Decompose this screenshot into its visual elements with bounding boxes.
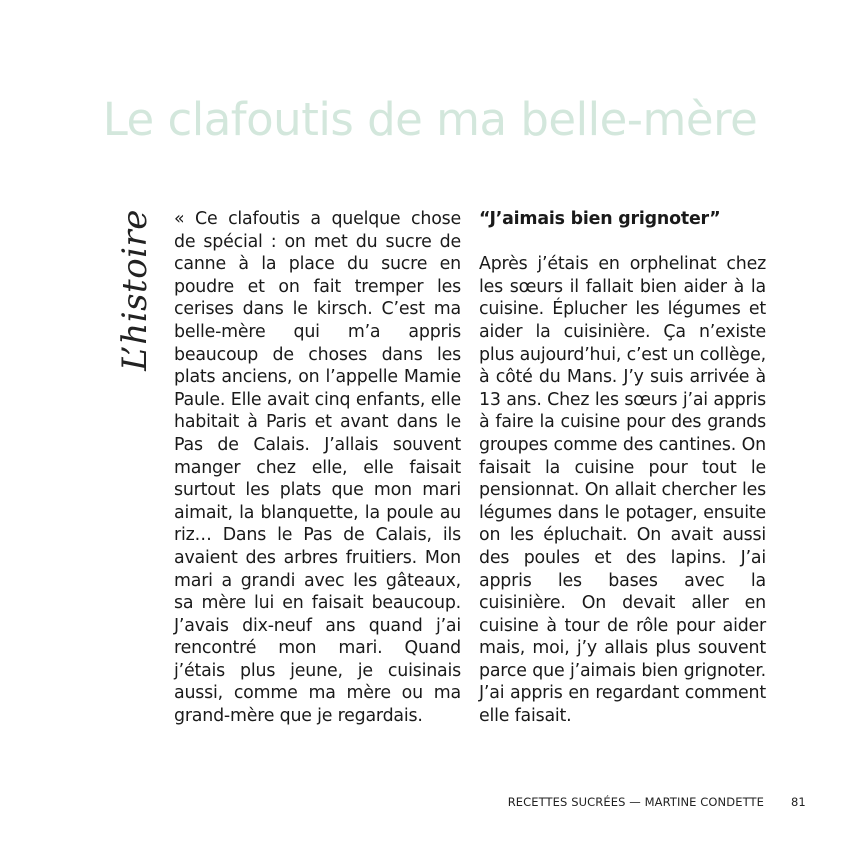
left-column [174,208,461,728]
heading-spacer [479,231,766,254]
right-column [479,208,766,728]
page-title: Le clafoutis de ma belle-mère [102,93,758,146]
right-column-heading: “J’aimais bien grignoter” [479,209,721,229]
page-number: 81 [791,795,806,809]
section-heading-label: L’histoire [115,209,155,371]
page-footer [0,793,852,813]
running-title: RECETTES SUCRÉES — MARTINE CONDETTE [507,795,764,809]
left-column-text: « Ce clafoutis a quelque chose de spécial : on met du sucre de canne à la place du sucre en poudre et on fait tremper les cerises dans le kirsch. C’est ma belle-mère qui m’a appris beaucoup de choses dans les plats anciens, on l’appelle Mamie Paule. Elle avait cinq enfants, elle habitait à Paris et avant dans le Pas de Calais. J’allais souvent manger chez elle, elle faisait surtout les plats que mon mari aimait, la blanquette, la poule au riz… Dans le Pas de Calais, ils avaient des arbres fruitiers. Mon mari a grandi avec les gâteaux, sa mère lui en faisait beaucoup. J’avais dix-neuf ans quand j’ai rencontré mon mari. Quand j’étais plus jeune, je cuisinais aussi, comme ma mère ou ma grand-mère que je regardais. [174,209,461,727]
right-column-text: Après j’étais en orphelinat chez les sœurs il fallait bien aider à la cuisine. Éplucher les légumes et aider la cuisinière. Ça n’existe plus aujourd’hui, c’est un collège, à côté du Mans. J’y suis arrivée à 13 ans. Chez les sœurs j’ai appris à faire la cuisine pour des grands groupes comme des cantines. On faisait la cuisine pour tout le pensionnat. On allait chercher les légumes dans le potager, ensuite on les épluchait. On avait aussi des poules et des lapins. J’ai appris les bases avec la cuisinière. On devait aller en cuisine à tour de rôle pour aider mais, moi, j’y allais plus souvent parce que j’aimais bien grignoter. J’ai appris en regardant comment elle faisait. [479,254,766,727]
